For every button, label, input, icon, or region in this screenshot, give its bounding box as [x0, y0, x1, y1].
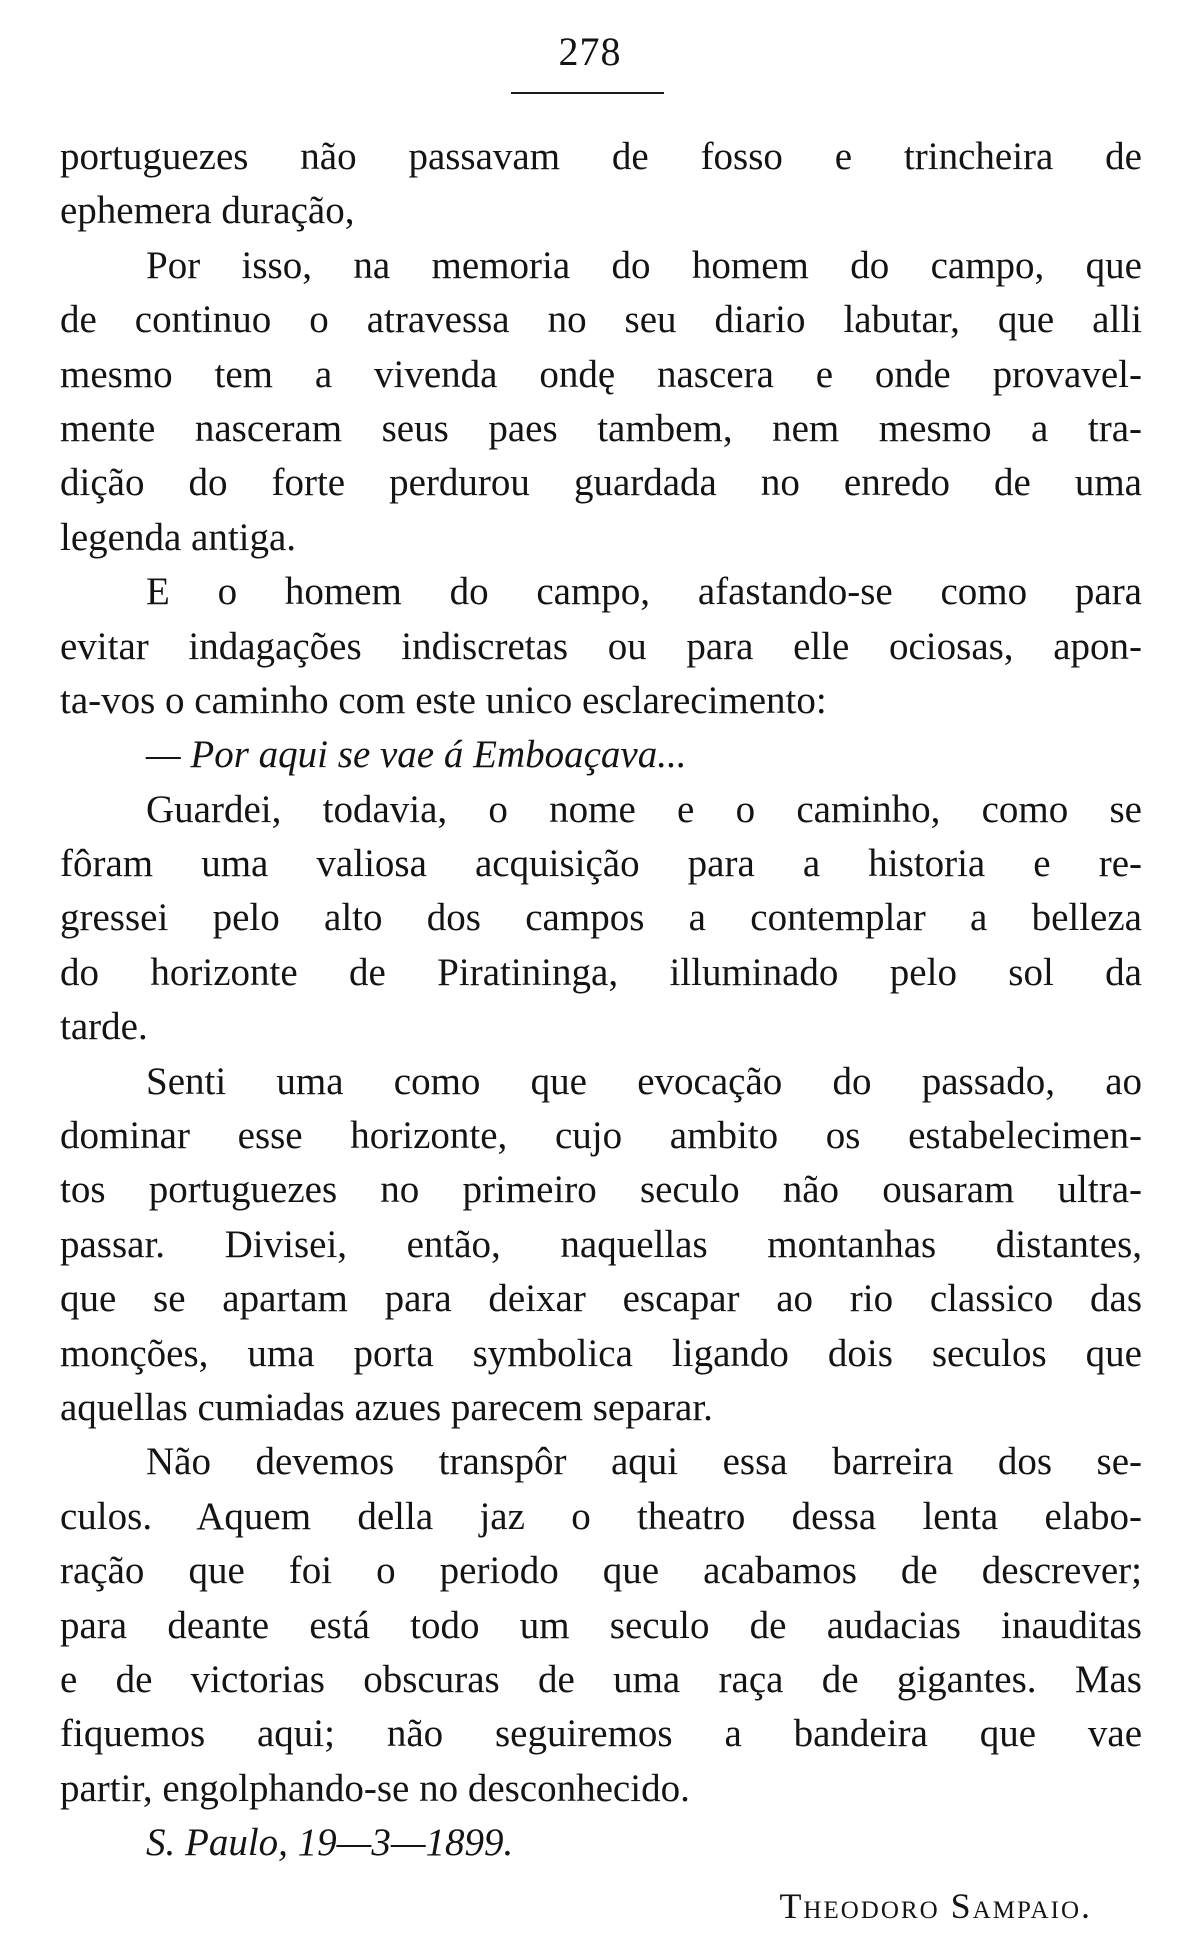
text-line: ta-vos o caminho com este unico esclarecimento: — [60, 678, 827, 722]
text-line: tarde. — [60, 1005, 148, 1049]
text-line: e de victorias obscuras de uma raça de gigantes. Mas — [60, 1657, 1142, 1701]
text-line: para deante está todo um seculo de audacias inauditas — [60, 1603, 1142, 1647]
text-line: Senti uma como que evocação do passado, ao — [146, 1059, 1142, 1103]
text-line: evitar indagações indiscretas ou para elle ociosas, apon- — [60, 624, 1142, 668]
text-line: mesmo tem a vivenda ondę nascera e onde provavel- — [60, 352, 1142, 396]
text-line: dição do forte perdurou guardada no enredo de uma — [60, 461, 1142, 505]
author-signature: Theodoro Sampaio. — [779, 1885, 1092, 1926]
text-line: partir, engolphando-se no desconhecido. — [60, 1766, 690, 1810]
text-line: ração que foi o periodo que acabamos de descrever; — [60, 1549, 1142, 1593]
text-line: aquellas cumiadas azues parecem separar. — [60, 1385, 713, 1429]
text-line: legenda antiga. — [60, 515, 297, 559]
text-line: Guardei, todavia, o nome e o caminho, como se — [146, 787, 1142, 831]
text-line: passar. Divisei, então, naquellas montanhas distantes, — [60, 1222, 1142, 1266]
text-line: Não devemos transpôr aqui essa barreira dos se- — [146, 1440, 1142, 1484]
body-text — [60, 130, 1142, 1941]
text-line: portuguezes não passavam de fosso e trincheira de — [60, 135, 1142, 178]
text-line: gressei pelo alto dos campos a contemplar a belleza — [60, 896, 1142, 940]
text-line: dominar esse horizonte, cujo ambito os estabelecimen- — [60, 1114, 1142, 1158]
text-line: mente nasceram seus paes tambem, nem mesmo a tra- — [60, 406, 1142, 450]
header-rule — [511, 92, 664, 94]
text-line: fiquemos aqui; não seguiremos a bandeira que vae — [60, 1712, 1142, 1756]
text-line: tos portuguezes no primeiro seculo não ousaram ultra- — [60, 1168, 1142, 1212]
text-line: do horizonte de Piratininga, illuminado pelo sol da — [60, 950, 1142, 994]
quoted-line: — Por aqui se vae á Emboaçava... — [146, 733, 687, 777]
text-line: fôram uma valiosa acquisição para a historia e re- — [60, 842, 1142, 886]
text-line: Por isso, na memoria do homem do campo, que — [146, 243, 1142, 287]
page-number: 278 — [558, 29, 622, 74]
text-line: de continuo o atravessa no seu diario labutar, que alli — [60, 298, 1142, 342]
place-date-line: S. Paulo, 19—3—1899. — [146, 1821, 514, 1865]
text-line: monções, uma porta symbolica ligando dois seculos que — [60, 1331, 1142, 1375]
text-line: que se apartam para deixar escapar ao rio classico das — [60, 1277, 1142, 1321]
text-line: culos. Aquem della jaz o theatro dessa lenta elabo- — [60, 1494, 1142, 1538]
text-line: ephemera duração, — [60, 189, 355, 233]
text-line: E o homem do campo, afastando-se como para — [146, 570, 1142, 614]
